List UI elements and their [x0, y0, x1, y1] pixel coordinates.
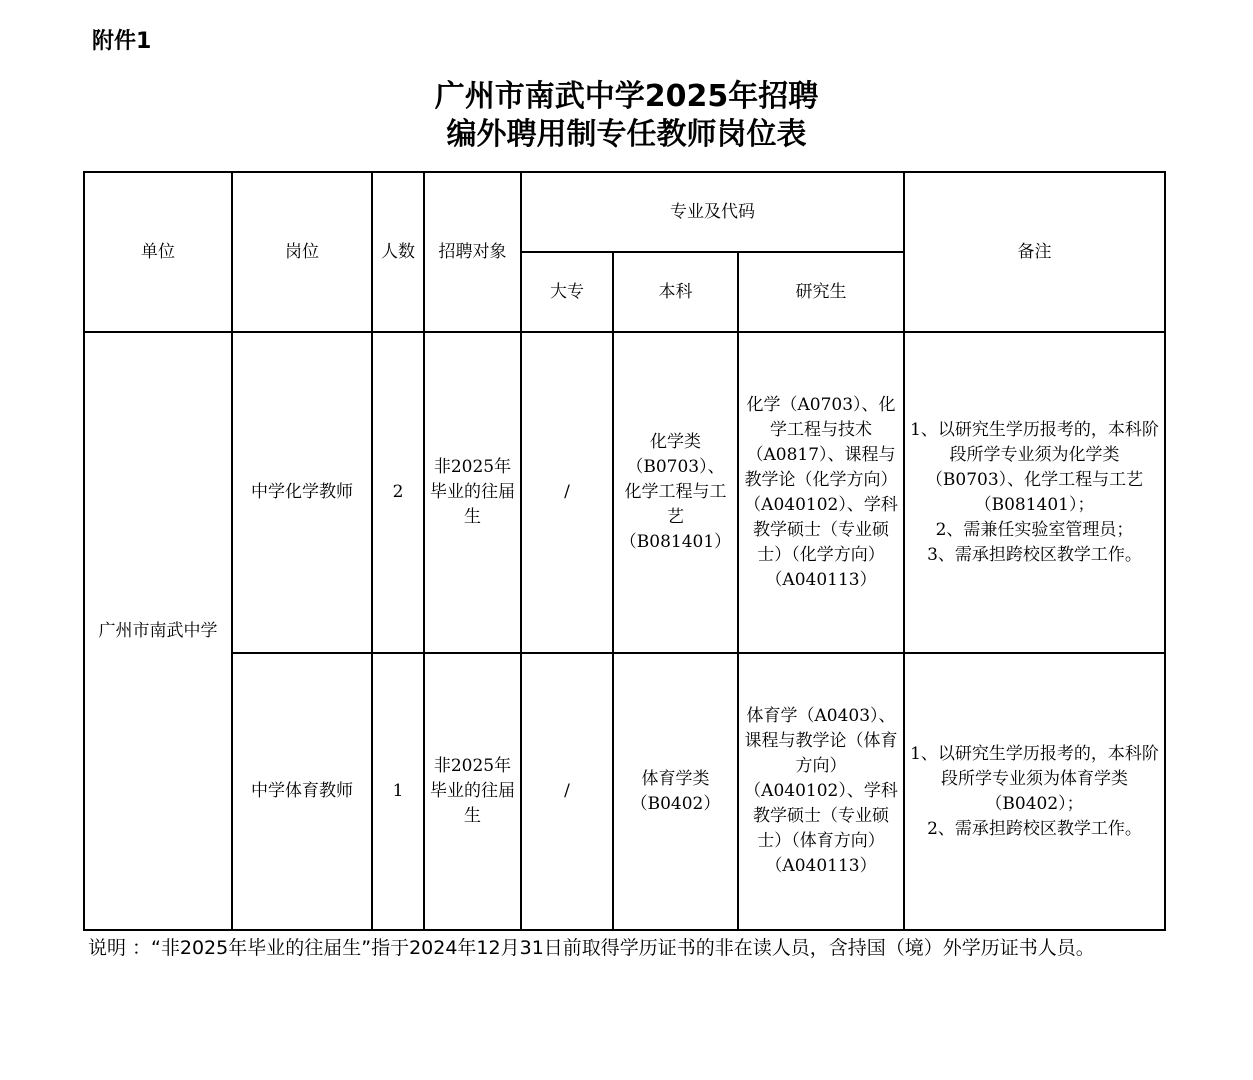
bachelor-cell: 体育学类（B0402）: [613, 653, 738, 930]
table-row: [84, 653, 1165, 930]
header-target: 招聘对象: [424, 172, 521, 332]
page-title: [0, 78, 1253, 154]
bachelor-cell: 化学类（B0703）、化学工程与工艺（B081401）: [613, 332, 738, 653]
header-position: 岗位: [232, 172, 372, 332]
header-bachelor: 本科: [613, 252, 738, 332]
count-cell: 2: [372, 332, 424, 653]
remark-item: 3、需承担跨校区教学工作。: [927, 544, 1142, 565]
remark-item: 2、需承担跨校区教学工作。: [927, 818, 1142, 839]
header-college: 大专: [521, 252, 613, 332]
header-count: 人数: [372, 172, 424, 332]
target-cell: 非2025年毕业的往届生: [424, 653, 521, 930]
header-remarks: 备注: [904, 172, 1165, 332]
header-row-1: [84, 172, 1165, 252]
table-row: [84, 332, 1165, 653]
college-cell: /: [521, 653, 613, 930]
title-line-1: 广州市南武中学2025年招聘: [434, 79, 819, 114]
target-cell: 非2025年毕业的往届生: [424, 332, 521, 653]
unit-name-cell: 广州市南武中学: [84, 332, 232, 930]
header-unit: 单位: [84, 172, 232, 332]
remark-item: 1、以研究生学历报考的，本科阶段所学专业须为化学类（B0703）、化学工程与工艺（B081401）；: [910, 419, 1159, 515]
college-cell: /: [521, 332, 613, 653]
remarks-cell: [904, 332, 1165, 653]
graduate-cell: 体育学（A0403）、课程与教学论（体育方向）（A040102）、学科教学硕士（专业硕士）（体育方向）（A040113）: [738, 653, 904, 930]
remark-item: 1、以研究生学历报考的，本科阶段所学专业须为体育学类（B0402）；: [910, 743, 1159, 814]
remarks-cell: [904, 653, 1165, 930]
attachment-label: 附件1: [92, 29, 152, 54]
positions-table: [83, 171, 1166, 931]
graduate-cell: 化学（A0703）、化学工程与技术（A0817）、课程与教学论（化学方向）（A040102）、学科教学硕士（专业硕士）（化学方向）（A040113）: [738, 332, 904, 653]
position-cell: 中学化学教师: [232, 332, 372, 653]
footnote: 说明 ：“非2025年毕业的往届生”指于2024年12月31日前取得学历证书的非在读人员，含持国（境）外学历证书人员。: [88, 937, 1095, 959]
count-cell: 1: [372, 653, 424, 930]
title-line-2: 编外聘用制专任教师岗位表: [446, 117, 807, 152]
remark-item: 2、需兼任实验室管理员；: [935, 519, 1134, 540]
header-graduate: 研究生: [738, 252, 904, 332]
header-major-group: 专业及代码: [521, 172, 904, 252]
position-cell: 中学体育教师: [232, 653, 372, 930]
